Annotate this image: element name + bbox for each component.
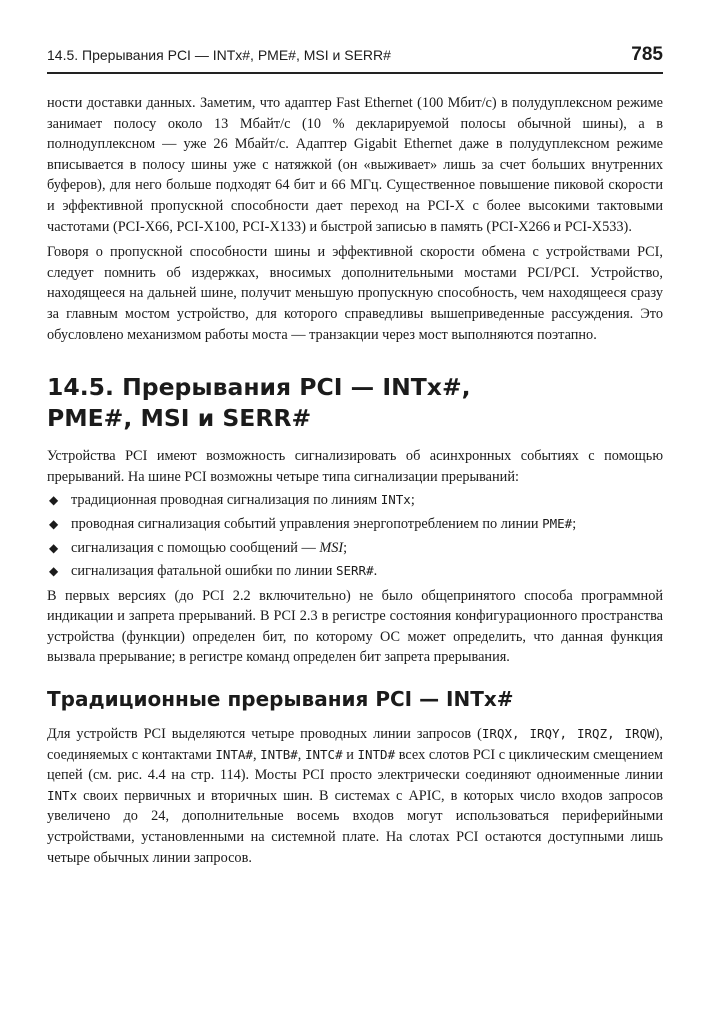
paragraph-intx: [47, 724, 663, 868]
paragraph-bridges: Говоря о пропускной способности шины и эффективной скорости обмена с устройствами PCI, следует помнить об издержках, вносимых дополнительными мостами PCI/PCI. Устройство, находящееся на дальней шине, получит меньшую пропускную способность, чем находящееся сразу за главным мостом устройство, для которого справедливы вышеприведенные рассуждения. Это обусловлено механизмом работы моста — транзакции через мост выполняются поэтапно.: [47, 244, 663, 343]
text-run: ,: [252, 746, 261, 763]
diamond-bullet-icon: ◆: [49, 493, 59, 508]
list-item-punct: ;: [572, 515, 577, 532]
paragraph-versions: В первых версиях (до PCI 2.2 включительно) не было общепринятого способа программной индикации и запрета прерываний. В PCI 2.3 в регистре состояния конфигурационного пространства устройства (функции) определен бит, по которому ОС может определить, что данная функция вызвала прерывание; в регистре команд определен бит запрета прерывания.: [47, 587, 663, 666]
signal-name: INTD#: [357, 746, 396, 762]
page-body: [47, 93, 663, 868]
section-heading-line1: 14.5. Прерывания PCI — INTx#,: [47, 373, 471, 402]
signal-name: INTx: [47, 787, 78, 803]
signal-name: INTx: [380, 492, 411, 508]
emphasis-msi: MSI: [319, 539, 344, 556]
paragraph-intro: Устройства PCI имеют возможность сигнализировать об асинхронных событиях с помощью прерываний. На шине PCI возможны четыре типа сигнализации прерываний:: [47, 448, 663, 485]
signaling-list: [47, 490, 663, 581]
signal-name: INTC#: [304, 746, 343, 762]
list-item-punct: ;: [410, 492, 415, 509]
list-item-text: проводная сигнализация событий управления энергопотреблением по линии: [71, 515, 543, 532]
list-item: [47, 490, 663, 511]
signal-name: IRQX, IRQY, IRQZ, IRQW: [481, 726, 655, 742]
list-item-text: традиционная проводная сигнализация по линиям: [71, 492, 381, 509]
signal-name: PME#: [542, 515, 573, 531]
list-item-text: сигнализация фатальной ошибки по линии: [71, 563, 336, 580]
text-run: ), соединяемых с контактами: [47, 726, 663, 763]
paragraph-bandwidth: ности доставки данных. Заметим, что адаптер Fast Ethernet (100 Мбит/с) в полудуплексном режиме занимает полосу около 13 Мбайт/с (10 % декларируемой полосы обычной шины), а в полнодуплексном — уже 26 Мбайт/с. Адаптер Gigabit Ethernet даже в полудуплексном режиме вписывается в полосу шины уже с натяжкой (он «выживает» лишь за счет больших внутренних буферов), для него больше подходят 64 бит и 66 МГц. Существенное повышение пиковой скорости и эффективной пропускной способности дает переход на PCI-X с более высокими тактовыми частотами (PCI-X66, PCI-X100, PCI-X133) и быстрой записью в память (PCI-X266 и PCI-X533).: [47, 95, 663, 235]
list-item-text: сигнализация с помощью сообщений —: [71, 539, 320, 556]
header-rule: [47, 72, 663, 74]
list-item-punct: .: [373, 563, 378, 580]
diamond-bullet-icon: ◆: [49, 516, 59, 531]
text-run: всех слотов PCI с циклическим смещением цепей (см. рис. 4.4 на стр. 114). Мосты PCI просто электрически соединяют одноименные линии: [47, 746, 663, 784]
list-item: [47, 538, 663, 559]
diamond-bullet-icon: ◆: [49, 564, 59, 579]
signal-name: SERR#: [335, 563, 374, 579]
diamond-bullet-icon: ◆: [49, 540, 59, 555]
text-run: Для устройств PCI выделяются четыре проводных линии запросов (: [47, 726, 482, 743]
running-title: 14.5. Прерывания PCI — INTx#, PME#, MSI и SERR#: [47, 47, 391, 63]
page-number: 785: [631, 44, 663, 65]
signal-name: INTA#: [215, 746, 253, 762]
list-item: [47, 561, 663, 582]
section-heading: [47, 372, 663, 434]
subsection-heading: Традиционные прерывания PCI — INTx#: [47, 687, 514, 712]
list-item: [47, 514, 663, 535]
section-heading-line2: PME#, MSI и SERR#: [47, 404, 312, 433]
text-run: и: [342, 746, 358, 763]
text-run: своих первичных и вторичных шин. В системах с APIC, в которых число входов запросов увеличено до 24, дополнительные восемь входов могут использоваться периферийными устройствами, установленными на системной плате. На слотах PCI остаются доступными лишь четыре обычных линии запросов.: [47, 787, 663, 866]
signal-name: INTB#: [260, 746, 298, 762]
text-run: ,: [297, 746, 305, 763]
list-item-punct: ;: [343, 539, 348, 556]
running-head: [47, 44, 663, 70]
